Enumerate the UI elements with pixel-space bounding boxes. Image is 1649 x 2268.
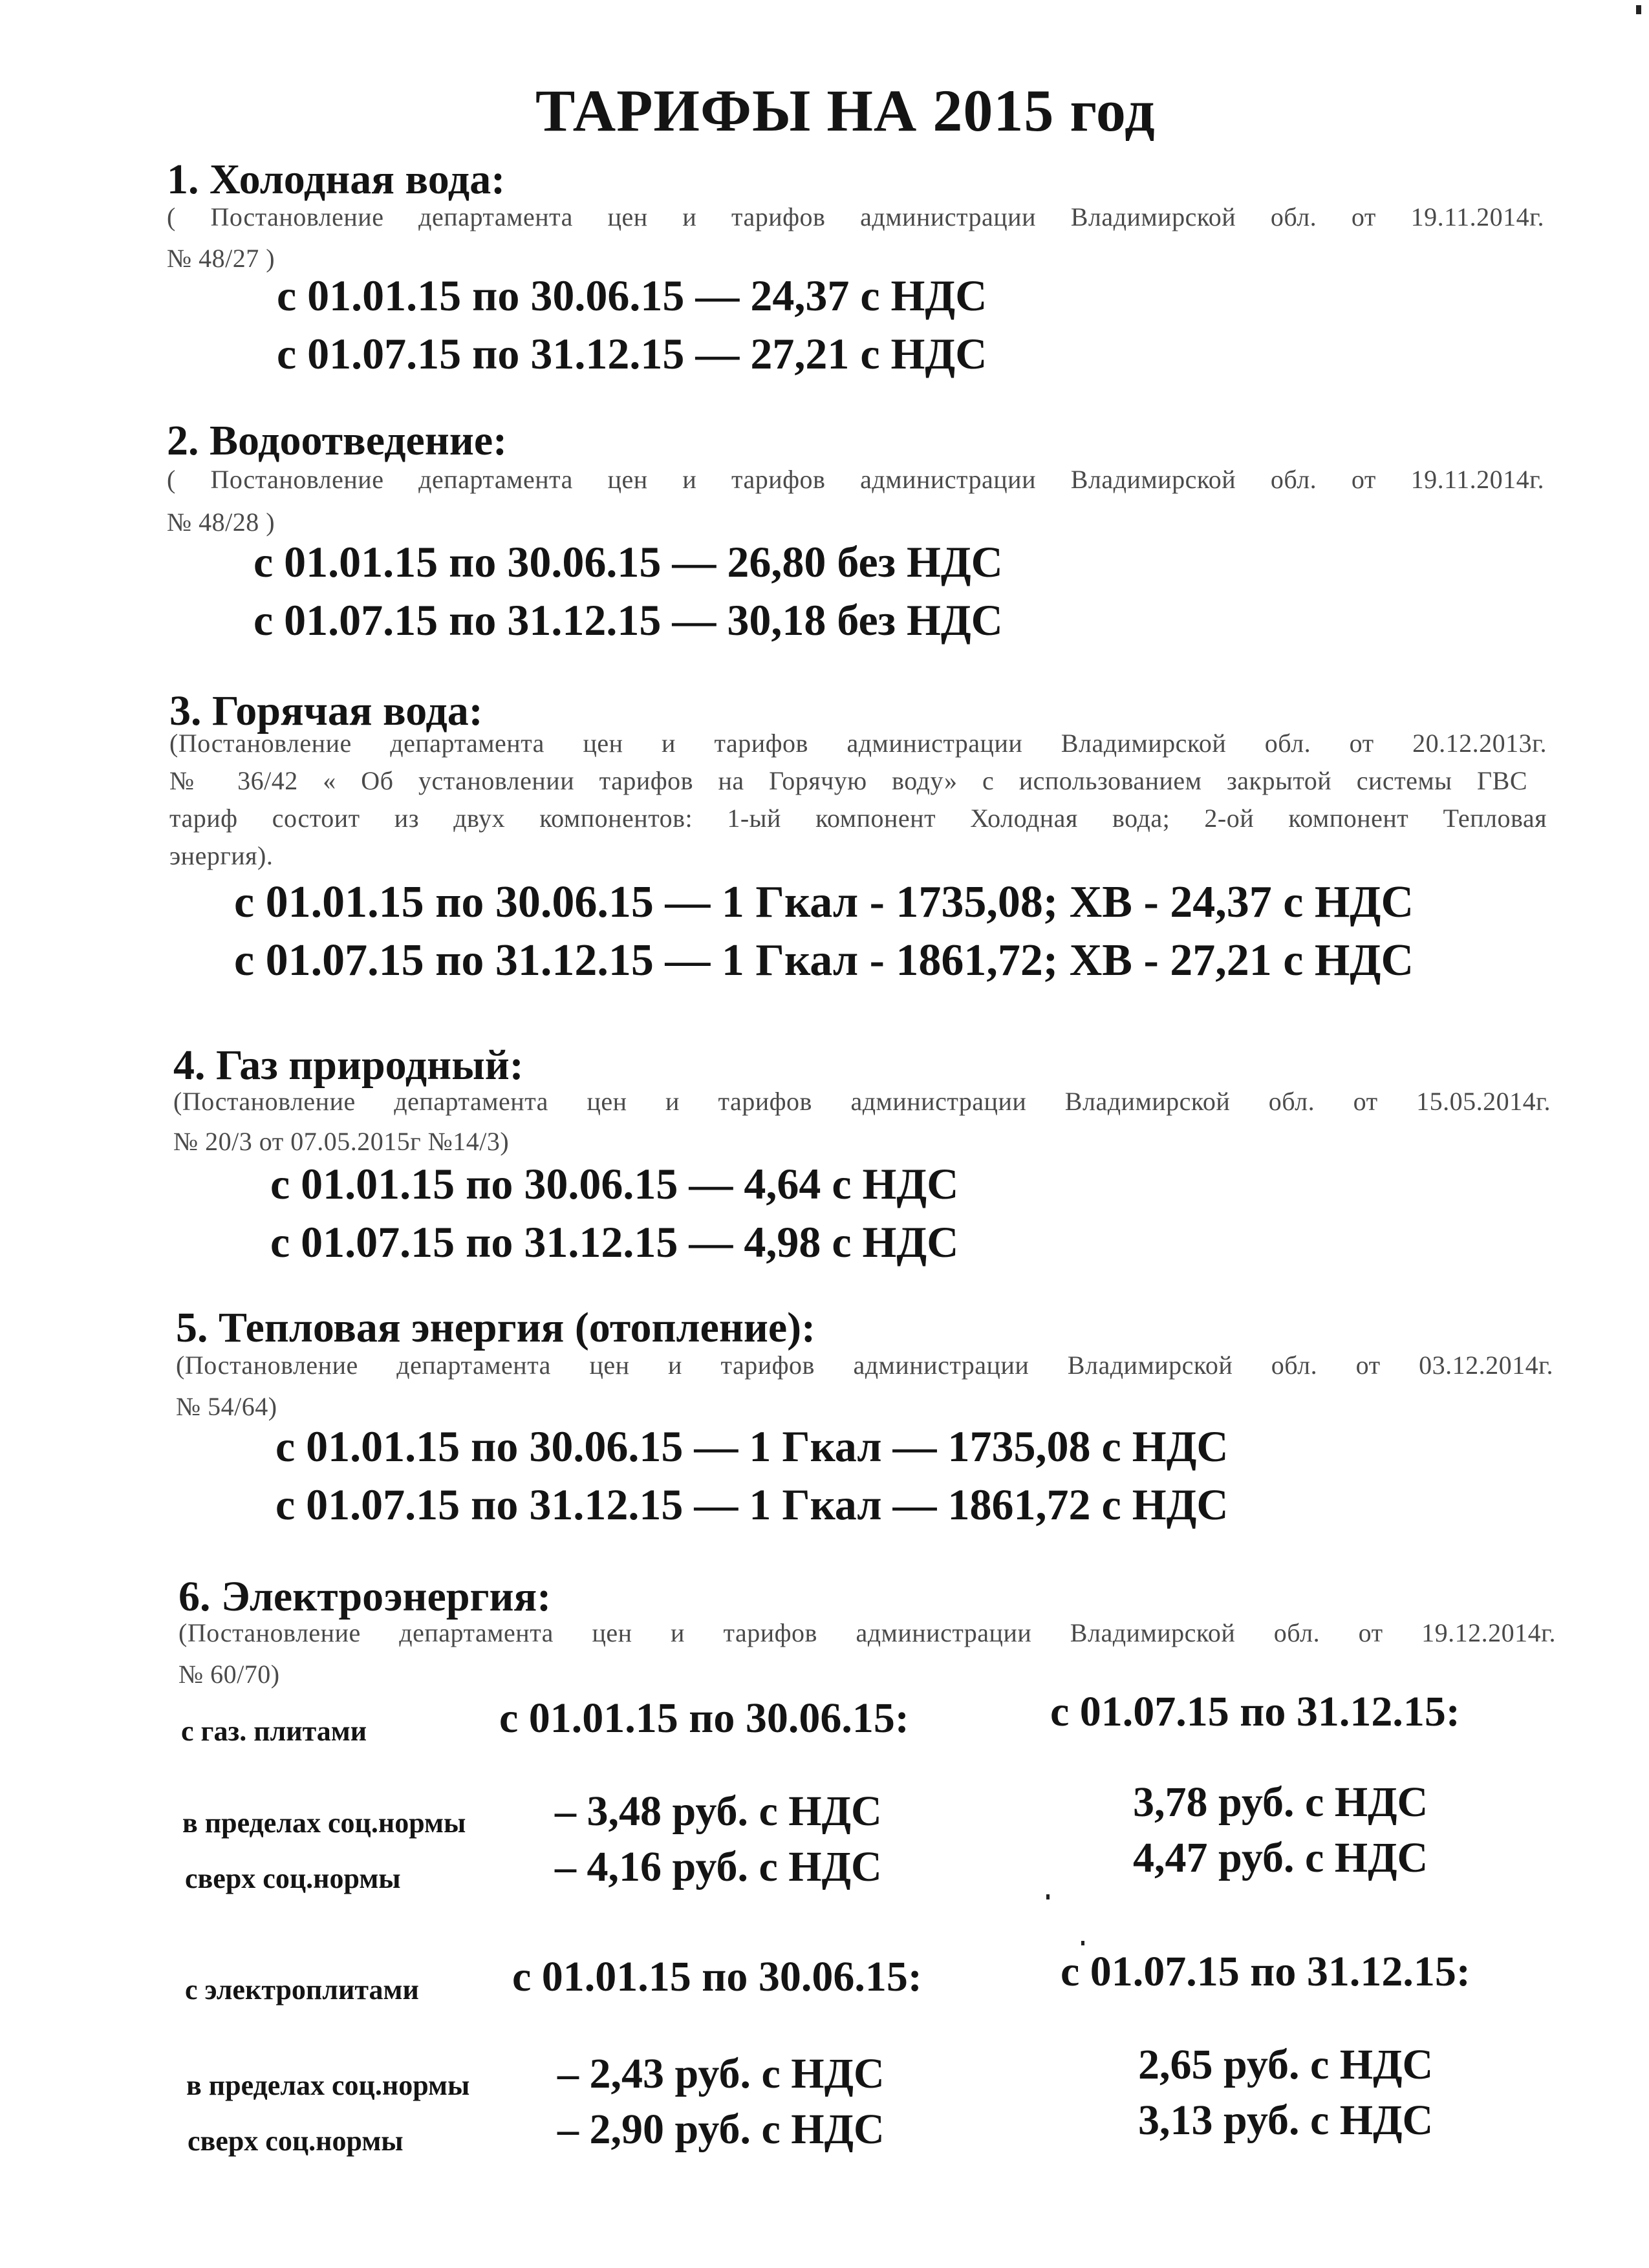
rate-line: с 01.07.15 по 31.12.15 — 27,21 с НДС	[277, 329, 987, 378]
section-note-line: № 48/28 )	[167, 508, 275, 537]
rate-value-period-1: – 2,90 руб. с НДС	[557, 2106, 885, 2153]
row-label-within-norm: в пределах соц.нормы	[182, 1807, 466, 1839]
rate-line: с 01.01.15 по 30.06.15 — 1 Гкал — 1735,08 с НДС	[275, 1422, 1229, 1471]
section-heading-cold-water: 1. Холодная вода:	[167, 156, 506, 203]
row-label-within-norm: в пределах соц.нормы	[186, 2070, 470, 2101]
period-2-header: с 01.07.15 по 31.12.15:	[1061, 1948, 1471, 1995]
rate-value-period-2: 4,47 руб. с НДС	[1133, 1834, 1428, 1881]
section-note-line: № 20/3 от 07.05.2015г №14/3)	[173, 1127, 510, 1156]
rate-value-period-1: – 4,16 руб. с НДС	[555, 1843, 882, 1890]
rate-line: с 01.01.15 по 30.06.15 — 26,80 без НДС	[253, 537, 1003, 586]
page-title: ТАРИФЫ НА 2015 год	[535, 78, 1156, 144]
section-note-line: энергия).	[169, 841, 274, 870]
period-1-header: с 01.01.15 по 30.06.15:	[499, 1695, 909, 1742]
rate-value-period-1: – 3,48 руб. с НДС	[555, 1788, 882, 1835]
period-1-header: с 01.01.15 по 30.06.15:	[512, 1953, 922, 2000]
rate-line: с 01.07.15 по 31.12.15 — 1 Гкал — 1861,72 с НДС	[275, 1480, 1229, 1529]
scan-speck	[1046, 1894, 1050, 1899]
rate-value-period-2: 3,13 руб. с НДС	[1138, 2097, 1434, 2144]
scan-mark-top-right	[1636, 5, 1641, 14]
section-heading-natural-gas: 4. Газ природный:	[173, 1042, 524, 1089]
section-heading-wastewater: 2. Водоотведение:	[167, 417, 508, 464]
rate-line: с 01.07.15 по 31.12.15 — 1 Гкал - 1861,72; ХВ - 27,21 с НДС	[234, 936, 1414, 985]
period-2-header: с 01.07.15 по 31.12.15:	[1050, 1688, 1460, 1735]
section-note-line: № 54/64)	[176, 1392, 277, 1421]
gas-stoves-label: с газ. плитами	[181, 1715, 367, 1747]
section-note-line: № 60/70)	[178, 1660, 280, 1689]
rate-value-period-2: 3,78 руб. с НДС	[1133, 1779, 1428, 1826]
section-note-line: (Постановление департамента цен и тарифов администрации Владимирской обл. от 15.05.2014г.	[173, 1087, 1551, 1116]
rate-value-period-2: 2,65 руб. с НДС	[1138, 2041, 1434, 2088]
section-note-line: ( Постановление департамента цен и тарифов администрации Владимирской обл. от 19.11.2014г.	[167, 465, 1544, 494]
section-note-line: (Постановление департамента цен и тарифов администрации Владимирской обл. от 03.12.2014г.	[176, 1351, 1553, 1380]
rate-line: с 01.01.15 по 30.06.15 — 4,64 с НДС	[270, 1159, 959, 1208]
section-note-line: ( Постановление департамента цен и тарифов администрации Владимирской обл. от 19.11.2014г.	[167, 202, 1544, 231]
rate-line: с 01.07.15 по 31.12.15 — 4,98 с НДС	[270, 1217, 959, 1267]
section-note-line: № 48/27 )	[167, 244, 275, 273]
rate-line: с 01.01.15 по 30.06.15 — 24,37 с НДС	[277, 271, 987, 320]
section-heading-heat-energy: 5. Тепловая энергия (отопление):	[176, 1304, 816, 1351]
section-note-line: (Постановление департамента цен и тарифов администрации Владимирской обл. от 20.12.2013г.	[169, 729, 1547, 758]
section-note-line: тариф состоит из двух компонентов: 1-ый компонент Холодная вода; 2-ой компонент Тепловая	[169, 804, 1547, 833]
rate-line: с 01.07.15 по 31.12.15 — 30,18 без НДС	[253, 595, 1003, 645]
section-note-line: № 36/42 « Об установлении тарифов на Горячую воду» с использованием закрытой системы ГВС	[169, 766, 1527, 795]
section-note-line: (Постановление департамента цен и тарифов администрации Владимирской обл. от 19.12.2014г.	[178, 1618, 1556, 1647]
row-label-above-norm: сверх соц.нормы	[185, 1863, 401, 1894]
electric-stoves-label: с электроплитами	[185, 1974, 419, 2006]
rate-value-period-1: – 2,43 руб. с НДС	[557, 2050, 885, 2097]
rate-line: с 01.01.15 по 30.06.15 — 1 Гкал - 1735,08; ХВ - 24,37 с НДС	[234, 877, 1414, 927]
row-label-above-norm: сверх соц.нормы	[188, 2125, 404, 2157]
section-heading-electricity: 6. Электроэнергия:	[178, 1573, 552, 1620]
section-heading-hot-water: 3. Горячая вода:	[169, 687, 483, 734]
scan-speck	[1081, 1941, 1084, 1945]
